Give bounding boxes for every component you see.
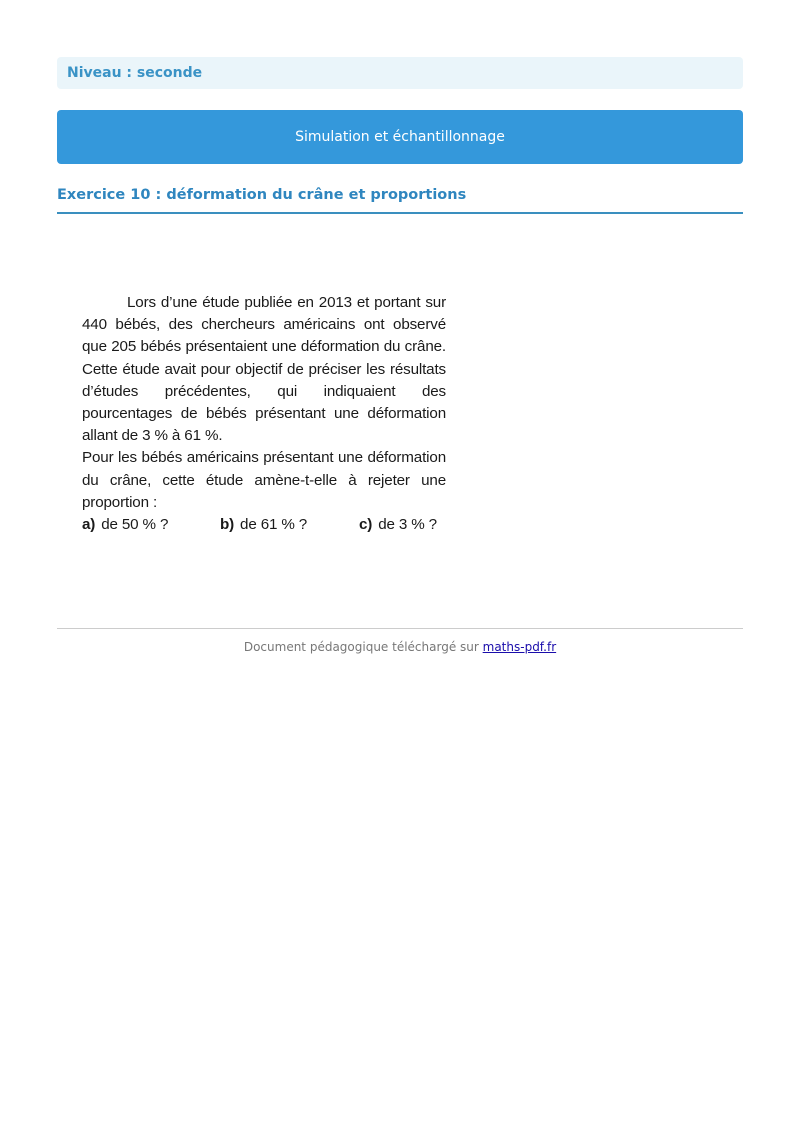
exercise-title: Exercice 10 : déformation du crâne et proportions bbox=[57, 186, 743, 214]
answer-choice-a bbox=[82, 514, 220, 536]
footer bbox=[57, 640, 743, 654]
footer-divider bbox=[57, 628, 743, 629]
answer-text: de 3 % ? bbox=[378, 516, 437, 534]
statement-paragraph-2: Pour les bébés américains présentant une déformation du crâne, cette étude amène-t-elle à rejeter une proportion : bbox=[82, 449, 446, 511]
exercise-statement bbox=[82, 292, 446, 536]
statement-paragraph-1: Lors d’une étude publiée en 2013 et portant sur 440 bébés, des chercheurs américains ont observé que 205 bébés présentaient une déformation du crâne. Cette étude avait pour objectif de préciser les résultats d’études précédentes, qui indiquaient des pourcentages de bébés présentant une déformation allant de 3 % à 61 %. bbox=[82, 294, 446, 445]
footer-link[interactable]: maths-pdf.fr bbox=[482, 640, 557, 654]
answer-text: de 50 % ? bbox=[101, 516, 169, 534]
answer-choices bbox=[82, 514, 446, 536]
footer-text: Document pédagogique téléchargé sur bbox=[243, 640, 483, 654]
answer-letter: b) bbox=[220, 516, 235, 534]
level-label: Niveau : seconde bbox=[67, 65, 203, 81]
level-box bbox=[57, 57, 743, 89]
answer-letter: a) bbox=[82, 516, 96, 534]
answer-letter: c) bbox=[359, 516, 373, 534]
chapter-title: Simulation et échantillonnage bbox=[295, 129, 505, 145]
chapter-banner bbox=[57, 110, 743, 164]
answer-choice-b bbox=[220, 514, 359, 536]
answer-choice-c bbox=[359, 514, 437, 536]
answer-text: de 61 % ? bbox=[240, 516, 308, 534]
